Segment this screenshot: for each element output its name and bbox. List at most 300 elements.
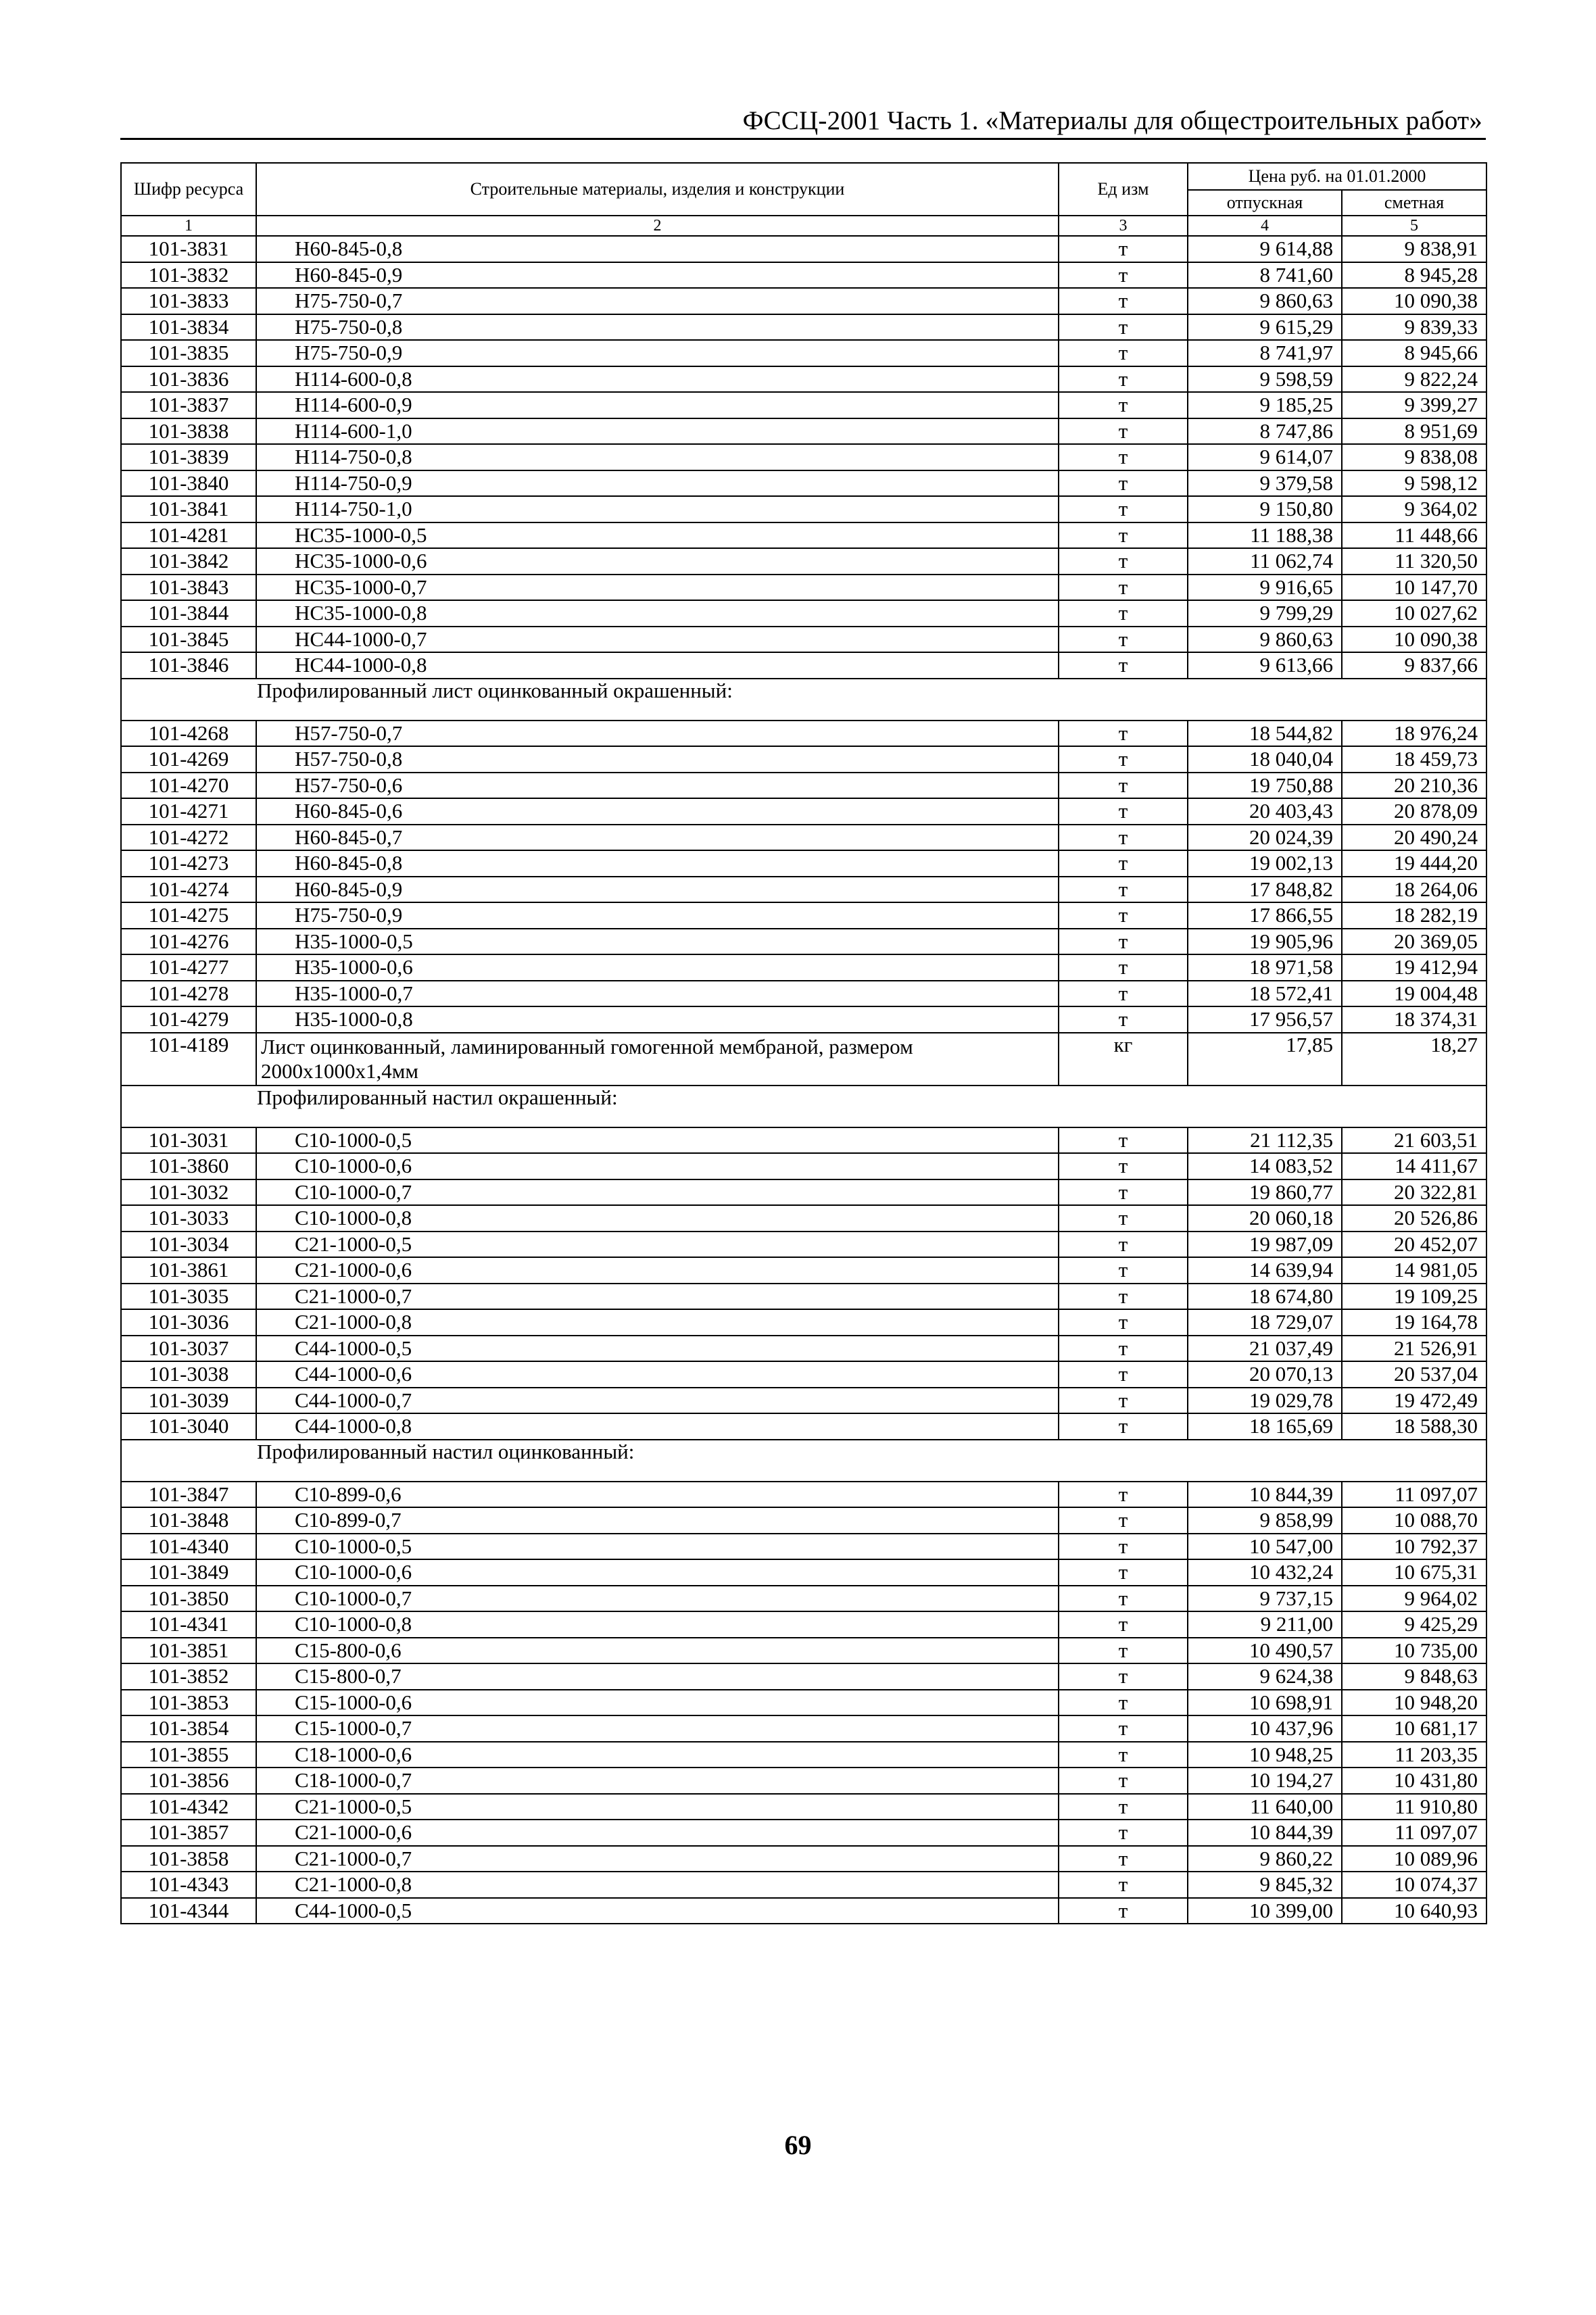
estimate-price: 9 425,29 (1342, 1611, 1486, 1638)
resource-code: 101-4342 (121, 1794, 256, 1820)
resource-code: 101-3860 (121, 1153, 256, 1179)
price-table (120, 162, 1487, 1924)
table-row (121, 262, 1486, 289)
table-row (121, 1388, 1486, 1414)
unit: т (1059, 1482, 1188, 1508)
table-row (121, 236, 1486, 262)
unit: т (1059, 1872, 1188, 1898)
estimate-price: 9 964,02 (1342, 1586, 1486, 1612)
material-name: Н75-750-0,7 (256, 288, 1059, 314)
estimate-price: 9 837,66 (1342, 652, 1486, 679)
table-row (121, 392, 1486, 418)
table-row (121, 1638, 1486, 1664)
resource-code: 101-3852 (121, 1663, 256, 1690)
material-name: Н60-845-0,8 (256, 236, 1059, 262)
estimate-price: 20 526,86 (1342, 1205, 1486, 1232)
material-name: Н60-845-0,9 (256, 877, 1059, 903)
table-row (121, 548, 1486, 575)
material-name: Н60-845-0,6 (256, 798, 1059, 825)
table-row (121, 1846, 1486, 1872)
table-row (121, 1127, 1486, 1154)
estimate-price: 20 537,04 (1342, 1361, 1486, 1388)
table-row (121, 1179, 1486, 1206)
table-row (121, 1507, 1486, 1534)
resource-code: 101-4275 (121, 902, 256, 929)
wholesale-price: 10 194,27 (1188, 1768, 1342, 1794)
col-number-5: 5 (1342, 216, 1486, 236)
estimate-price: 19 444,20 (1342, 850, 1486, 877)
wholesale-price: 10 844,39 (1188, 1482, 1342, 1508)
col-header-code: Шифр ресурса (121, 163, 256, 216)
resource-code: 101-4276 (121, 929, 256, 955)
material-name: С10-899-0,6 (256, 1482, 1059, 1508)
resource-code: 101-3032 (121, 1179, 256, 1206)
col-header-estimate: сметная (1342, 190, 1486, 216)
wholesale-price: 14 639,94 (1188, 1257, 1342, 1284)
estimate-price: 8 945,66 (1342, 340, 1486, 366)
resource-code: 101-4279 (121, 1006, 256, 1033)
estimate-price: 20 369,05 (1342, 929, 1486, 955)
table-row (121, 314, 1486, 341)
resource-code: 101-3848 (121, 1507, 256, 1534)
estimate-price: 9 598,12 (1342, 470, 1486, 497)
material-name: Н114-600-0,8 (256, 366, 1059, 393)
table-row (121, 825, 1486, 851)
estimate-price: 19 109,25 (1342, 1284, 1486, 1310)
estimate-price: 11 320,50 (1342, 548, 1486, 575)
table-row (121, 627, 1486, 653)
resource-code: 101-3839 (121, 444, 256, 470)
col-header-wholesale: отпускная (1188, 190, 1342, 216)
table-row (121, 1534, 1486, 1560)
resource-code: 101-3849 (121, 1559, 256, 1586)
resource-code: 101-3853 (121, 1690, 256, 1716)
material-name: Н35-1000-0,5 (256, 929, 1059, 955)
estimate-price: 10 735,00 (1342, 1638, 1486, 1664)
estimate-price: 10 090,38 (1342, 627, 1486, 653)
wholesale-price: 20 070,13 (1188, 1361, 1342, 1388)
wholesale-price: 9 598,59 (1188, 366, 1342, 393)
wholesale-price: 20 060,18 (1188, 1205, 1342, 1232)
estimate-price: 21 603,51 (1342, 1127, 1486, 1154)
estimate-price: 11 203,35 (1342, 1742, 1486, 1768)
wholesale-price: 19 002,13 (1188, 850, 1342, 877)
table-row (121, 1898, 1486, 1924)
table-row (121, 1663, 1486, 1690)
wholesale-price: 10 948,25 (1188, 1742, 1342, 1768)
estimate-price: 10 088,70 (1342, 1507, 1486, 1534)
wholesale-price: 14 083,52 (1188, 1153, 1342, 1179)
material-name: Н75-750-0,9 (256, 340, 1059, 366)
unit: т (1059, 746, 1188, 773)
unit: т (1059, 954, 1188, 981)
wholesale-price: 18 572,41 (1188, 981, 1342, 1007)
resource-code: 101-3842 (121, 548, 256, 575)
wholesale-price: 18 165,69 (1188, 1413, 1342, 1440)
estimate-price: 18 264,06 (1342, 877, 1486, 903)
resource-code: 101-4274 (121, 877, 256, 903)
material-name: С10-1000-0,6 (256, 1559, 1059, 1586)
material-name: С15-800-0,6 (256, 1638, 1059, 1664)
estimate-price: 9 364,02 (1342, 496, 1486, 522)
table-row (121, 496, 1486, 522)
wholesale-price: 18 040,04 (1188, 746, 1342, 773)
unit: т (1059, 340, 1188, 366)
resource-code: 101-3858 (121, 1846, 256, 1872)
material-name: С21-1000-0,5 (256, 1794, 1059, 1820)
unit: т (1059, 548, 1188, 575)
table-row (121, 470, 1486, 497)
table-row (121, 366, 1486, 393)
estimate-price: 10 792,37 (1342, 1534, 1486, 1560)
estimate-price: 9 822,24 (1342, 366, 1486, 393)
material-name: Н114-750-1,0 (256, 496, 1059, 522)
material-name: С10-1000-0,8 (256, 1611, 1059, 1638)
resource-code: 101-3851 (121, 1638, 256, 1664)
material-name: Н57-750-0,8 (256, 746, 1059, 773)
wholesale-price: 9 150,80 (1188, 496, 1342, 522)
table-row (121, 288, 1486, 314)
table-row (121, 721, 1486, 747)
table-row (121, 600, 1486, 627)
material-name: Н114-600-0,9 (256, 392, 1059, 418)
material-name: С15-800-0,7 (256, 1663, 1059, 1690)
table-row (121, 746, 1486, 773)
table-row (121, 929, 1486, 955)
unit: т (1059, 1638, 1188, 1664)
wholesale-price: 9 860,22 (1188, 1846, 1342, 1872)
table-row (121, 1586, 1486, 1612)
section-row (121, 679, 1486, 721)
estimate-price: 18,27 (1342, 1033, 1486, 1086)
material-name: С21-1000-0,6 (256, 1820, 1059, 1846)
resource-code: 101-3844 (121, 600, 256, 627)
unit: т (1059, 600, 1188, 627)
estimate-price: 20 322,81 (1342, 1179, 1486, 1206)
col-header-price: Цена руб. на 01.01.2000 (1188, 163, 1486, 190)
resource-code: 101-3854 (121, 1715, 256, 1742)
material-name: С21-1000-0,5 (256, 1232, 1059, 1258)
wholesale-price: 21 037,49 (1188, 1336, 1342, 1362)
material-name: С15-1000-0,6 (256, 1690, 1059, 1716)
material-name: Н35-1000-0,8 (256, 1006, 1059, 1033)
table-row (121, 1482, 1486, 1508)
resource-code: 101-3037 (121, 1336, 256, 1362)
section-title: Профилированный настил окрашенный: (121, 1086, 1486, 1127)
estimate-price: 10 640,93 (1342, 1898, 1486, 1924)
resource-code: 101-3033 (121, 1205, 256, 1232)
unit: т (1059, 470, 1188, 497)
unit: т (1059, 366, 1188, 393)
wholesale-price: 18 729,07 (1188, 1309, 1342, 1336)
table-row (121, 418, 1486, 445)
wholesale-price: 9 211,00 (1188, 1611, 1342, 1638)
wholesale-price: 9 185,25 (1188, 392, 1342, 418)
col-header-unit: Ед изм (1059, 163, 1188, 216)
unit: т (1059, 1768, 1188, 1794)
wholesale-price: 9 860,63 (1188, 288, 1342, 314)
table-row (121, 850, 1486, 877)
material-name: С21-1000-0,7 (256, 1284, 1059, 1310)
wholesale-price: 20 403,43 (1188, 798, 1342, 825)
unit: т (1059, 1690, 1188, 1716)
estimate-price: 18 976,24 (1342, 721, 1486, 747)
table-row (121, 1205, 1486, 1232)
resource-code: 101-3833 (121, 288, 256, 314)
wholesale-price: 10 698,91 (1188, 1690, 1342, 1716)
estimate-price: 9 399,27 (1342, 392, 1486, 418)
unit: т (1059, 262, 1188, 289)
unit: т (1059, 522, 1188, 549)
resource-code: 101-3856 (121, 1768, 256, 1794)
estimate-price: 21 526,91 (1342, 1336, 1486, 1362)
wholesale-price: 19 750,88 (1188, 773, 1342, 799)
material-name: НС35-1000-0,7 (256, 575, 1059, 601)
estimate-price: 20 490,24 (1342, 825, 1486, 851)
unit: т (1059, 850, 1188, 877)
wholesale-price: 20 024,39 (1188, 825, 1342, 851)
unit: т (1059, 1534, 1188, 1560)
unit: т (1059, 1898, 1188, 1924)
wholesale-price: 9 845,32 (1188, 1872, 1342, 1898)
unit: т (1059, 1153, 1188, 1179)
wholesale-price: 10 432,24 (1188, 1559, 1342, 1586)
resource-code: 101-3039 (121, 1388, 256, 1414)
wholesale-price: 19 860,77 (1188, 1179, 1342, 1206)
estimate-price: 14 981,05 (1342, 1257, 1486, 1284)
material-name: С10-1000-0,7 (256, 1179, 1059, 1206)
material-name: НС35-1000-0,5 (256, 522, 1059, 549)
wholesale-price: 10 844,39 (1188, 1820, 1342, 1846)
col-number-3: 3 (1059, 216, 1188, 236)
material-name: С44-1000-0,7 (256, 1388, 1059, 1414)
unit: т (1059, 1794, 1188, 1820)
material-name: С15-1000-0,7 (256, 1715, 1059, 1742)
material-name: Н57-750-0,6 (256, 773, 1059, 799)
estimate-price: 20 452,07 (1342, 1232, 1486, 1258)
wholesale-price: 9 737,15 (1188, 1586, 1342, 1612)
table-row (121, 1336, 1486, 1362)
unit: т (1059, 1232, 1188, 1258)
table-row (121, 1309, 1486, 1336)
wholesale-price: 21 112,35 (1188, 1127, 1342, 1154)
unit: т (1059, 1742, 1188, 1768)
estimate-price: 9 839,33 (1342, 314, 1486, 341)
col-number-2: 2 (256, 216, 1059, 236)
wholesale-price: 9 614,88 (1188, 236, 1342, 262)
wholesale-price: 8 741,97 (1188, 340, 1342, 366)
resource-code: 101-3850 (121, 1586, 256, 1612)
wholesale-price: 18 674,80 (1188, 1284, 1342, 1310)
resource-code: 101-3040 (121, 1413, 256, 1440)
section-row (121, 1440, 1486, 1482)
material-name: С44-1000-0,5 (256, 1336, 1059, 1362)
material-name: Н114-600-1,0 (256, 418, 1059, 445)
unit: т (1059, 1257, 1188, 1284)
estimate-price: 20 878,09 (1342, 798, 1486, 825)
unit: т (1059, 929, 1188, 955)
wholesale-price: 19 987,09 (1188, 1232, 1342, 1258)
resource-code: 101-3834 (121, 314, 256, 341)
table-row (121, 902, 1486, 929)
resource-code: 101-4270 (121, 773, 256, 799)
estimate-price: 19 472,49 (1342, 1388, 1486, 1414)
estimate-price: 10 675,31 (1342, 1559, 1486, 1586)
unit: кг (1059, 1033, 1188, 1086)
resource-code: 101-4278 (121, 981, 256, 1007)
unit: т (1059, 825, 1188, 851)
estimate-price: 9 838,08 (1342, 444, 1486, 470)
wholesale-price: 17 848,82 (1188, 877, 1342, 903)
resource-code: 101-4340 (121, 1534, 256, 1560)
table-row (121, 1690, 1486, 1716)
material-name: Н57-750-0,7 (256, 721, 1059, 747)
table-row (121, 1559, 1486, 1586)
table-row (121, 773, 1486, 799)
material-name: С10-899-0,7 (256, 1507, 1059, 1534)
material-name: Н114-750-0,9 (256, 470, 1059, 497)
page-header: ФССЦ-2001 Часть 1. «Материалы для общестроительных работ» (742, 106, 1482, 135)
wholesale-price: 17 866,55 (1188, 902, 1342, 929)
wholesale-price: 9 613,66 (1188, 652, 1342, 679)
table-row (121, 1820, 1486, 1846)
estimate-price: 19 164,78 (1342, 1309, 1486, 1336)
wholesale-price: 8 741,60 (1188, 262, 1342, 289)
unit: т (1059, 902, 1188, 929)
resource-code: 101-3034 (121, 1232, 256, 1258)
table-row (121, 1742, 1486, 1768)
wholesale-price: 11 062,74 (1188, 548, 1342, 575)
estimate-price: 9 838,91 (1342, 236, 1486, 262)
estimate-price: 18 588,30 (1342, 1413, 1486, 1440)
unit: т (1059, 1715, 1188, 1742)
estimate-price: 8 951,69 (1342, 418, 1486, 445)
col-number-1: 1 (121, 216, 256, 236)
resource-code: 101-3038 (121, 1361, 256, 1388)
resource-code: 101-4271 (121, 798, 256, 825)
material-name: Н35-1000-0,7 (256, 981, 1059, 1007)
table-row (121, 575, 1486, 601)
resource-code: 101-3831 (121, 236, 256, 262)
material-name: Н75-750-0,8 (256, 314, 1059, 341)
estimate-price: 10 074,37 (1342, 1872, 1486, 1898)
unit: т (1059, 1179, 1188, 1206)
table-row (121, 1284, 1486, 1310)
unit: т (1059, 721, 1188, 747)
wholesale-price: 11 640,00 (1188, 1794, 1342, 1820)
resource-code: 101-3841 (121, 496, 256, 522)
material-name: НС44-1000-0,8 (256, 652, 1059, 679)
unit: т (1059, 1413, 1188, 1440)
table-row (121, 981, 1486, 1007)
wholesale-price: 10 399,00 (1188, 1898, 1342, 1924)
material-name: С21-1000-0,8 (256, 1309, 1059, 1336)
unit: т (1059, 1846, 1188, 1872)
material-name: С44-1000-0,8 (256, 1413, 1059, 1440)
resource-code: 101-4268 (121, 721, 256, 747)
resource-code: 101-3838 (121, 418, 256, 445)
estimate-price: 11 910,80 (1342, 1794, 1486, 1820)
unit: т (1059, 877, 1188, 903)
unit: т (1059, 1507, 1188, 1534)
material-name: Н60-845-0,8 (256, 850, 1059, 877)
estimate-price: 10 948,20 (1342, 1690, 1486, 1716)
material-name: Лист оцинкованный, ламинированный гомогенной мембраной, размером 2000х1000х1,4мм (256, 1033, 1059, 1086)
unit: т (1059, 444, 1188, 470)
material-name: Н114-750-0,8 (256, 444, 1059, 470)
table-row (121, 1715, 1486, 1742)
resource-code: 101-3847 (121, 1482, 256, 1508)
resource-code: 101-3840 (121, 470, 256, 497)
wholesale-price: 11 188,38 (1188, 522, 1342, 549)
unit: т (1059, 1586, 1188, 1612)
table-row (121, 1611, 1486, 1638)
wholesale-price: 9 916,65 (1188, 575, 1342, 601)
wholesale-price: 9 614,07 (1188, 444, 1342, 470)
material-name: Н35-1000-0,6 (256, 954, 1059, 981)
section-title: Профилированный настил оцинкованный: (121, 1440, 1486, 1482)
wholesale-price: 18 544,82 (1188, 721, 1342, 747)
table-row (121, 1768, 1486, 1794)
unit: т (1059, 1006, 1188, 1033)
wholesale-price: 9 860,63 (1188, 627, 1342, 653)
material-name: С10-1000-0,8 (256, 1205, 1059, 1232)
table-row (121, 1006, 1486, 1033)
material-name: С18-1000-0,7 (256, 1768, 1059, 1794)
table-row (121, 522, 1486, 549)
table-row (121, 798, 1486, 825)
estimate-price: 8 945,28 (1342, 262, 1486, 289)
resource-code: 101-3835 (121, 340, 256, 366)
resource-code: 101-3846 (121, 652, 256, 679)
unit: т (1059, 1127, 1188, 1154)
unit: т (1059, 1663, 1188, 1690)
estimate-price: 10 681,17 (1342, 1715, 1486, 1742)
material-name: С21-1000-0,6 (256, 1257, 1059, 1284)
estimate-price: 19 004,48 (1342, 981, 1486, 1007)
resource-code: 101-3861 (121, 1257, 256, 1284)
material-name: Н60-845-0,9 (256, 262, 1059, 289)
unit: т (1059, 418, 1188, 445)
resource-code: 101-3845 (121, 627, 256, 653)
resource-code: 101-4272 (121, 825, 256, 851)
material-name: НС44-1000-0,7 (256, 627, 1059, 653)
estimate-price: 18 374,31 (1342, 1006, 1486, 1033)
estimate-price: 10 089,96 (1342, 1846, 1486, 1872)
unit: т (1059, 288, 1188, 314)
resource-code: 101-4344 (121, 1898, 256, 1924)
resource-code: 101-4273 (121, 850, 256, 877)
unit: т (1059, 1611, 1188, 1638)
resource-code: 101-3855 (121, 1742, 256, 1768)
unit: т (1059, 1284, 1188, 1310)
material-name: С21-1000-0,8 (256, 1872, 1059, 1898)
table-row (121, 652, 1486, 679)
estimate-price: 9 848,63 (1342, 1663, 1486, 1690)
material-name: С44-1000-0,5 (256, 1898, 1059, 1924)
wholesale-price: 19 029,78 (1188, 1388, 1342, 1414)
unit: т (1059, 1205, 1188, 1232)
table-row (121, 1794, 1486, 1820)
unit: т (1059, 1820, 1188, 1846)
estimate-price: 20 210,36 (1342, 773, 1486, 799)
material-name: Н75-750-0,9 (256, 902, 1059, 929)
unit: т (1059, 1559, 1188, 1586)
resource-code: 101-3832 (121, 262, 256, 289)
wholesale-price: 8 747,86 (1188, 418, 1342, 445)
estimate-price: 14 411,67 (1342, 1153, 1486, 1179)
resource-code: 101-4343 (121, 1872, 256, 1898)
